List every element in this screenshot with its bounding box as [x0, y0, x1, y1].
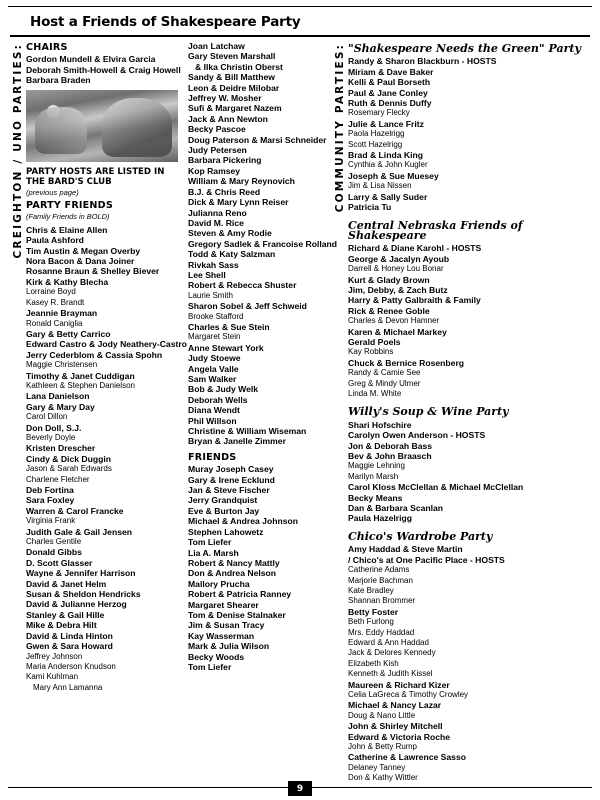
list-item: Carol Kloss McClellan & Michael McClellan [348, 482, 524, 493]
list-item: Jeffrey W. Mosher [188, 93, 262, 104]
list-item: Maggie Christensen [26, 360, 98, 370]
list-item: Joan Latchaw [188, 41, 245, 51]
list-item: Deborah Smith-Howell & Craig Howell [26, 64, 181, 75]
list-item: Scott Hazelrigg [348, 139, 403, 149]
list-item: Gwen & Sara Howard [26, 641, 113, 652]
list-item: Tom Liefer [188, 537, 232, 548]
party-block-shakespeare-needs-the-green [348, 44, 600, 213]
list-item: Karen & Michael Markey [348, 326, 447, 337]
list-item: Susan & Sheldon Hendricks [26, 589, 141, 600]
list-item: Doug & Nano Little [348, 710, 416, 720]
party-block-chicos-wardrobe [348, 529, 600, 784]
list-item: Dick & Mary Lynn Reiser [188, 197, 289, 208]
list-item: Kirk & Kathy Blecha [26, 276, 109, 287]
party-title: Willy's Soup & Wine Party [348, 405, 509, 419]
list-item: Leon & Deidre Milobar [188, 82, 280, 93]
column-left [26, 41, 188, 693]
list-item: Jerry Grandquist [188, 495, 258, 506]
list-item: Maria Anderson Knudson [26, 661, 116, 671]
list-item: Shari Hofschire [348, 419, 412, 430]
list-item: Timothy & Janet Cuddigan [26, 370, 135, 381]
party-title: "Shakespeare Needs the Green" Party [348, 42, 581, 55]
right-section-label-wrap [332, 41, 348, 212]
list-item: Lee Shell [188, 269, 226, 280]
list-item: Jan & Steve Fischer [188, 485, 270, 496]
list-item: Marilyn Marsh [348, 471, 399, 481]
list-item: Judy Stoewe [188, 353, 241, 364]
list-item: Donald Gibbs [26, 547, 82, 558]
list-item: Mary Ann Lamanna [33, 682, 103, 692]
list-item: Brad & Linda King [348, 150, 423, 161]
list-item: Kristen Drescher [26, 443, 96, 454]
friends-list [188, 464, 328, 672]
list-item: Michael & Andrea Johnson [188, 516, 298, 527]
list-item: Cynthia & John Kugler [348, 160, 428, 170]
page-title: Host a Friends of Shakespeare Party [30, 14, 301, 30]
list-item: Edward & Ann Haddad [348, 637, 429, 647]
bards-club-subnote: (previous page) [26, 187, 79, 197]
list-item: Deb Fortina [26, 485, 74, 495]
list-item: Anne Stewart York [188, 342, 264, 353]
list-item: Nora Bacon & Dana Joiner [26, 256, 135, 267]
list-item: & Ilka Christin Oberst [195, 61, 283, 72]
list-item: Joseph & Sue Muesey [348, 170, 439, 181]
list-item: Jim & Susan Tracy [188, 620, 265, 631]
list-item: Tim Austin & Megan Overby [26, 245, 141, 256]
list-item: Catherine Adams [348, 565, 410, 575]
list-item: Jim, Debby, & Zach Butz [348, 284, 448, 295]
list-item: David & Linda Hinton [26, 630, 113, 641]
list-item: Tom & Denise Stalnaker [188, 609, 286, 620]
list-item: Don & Andrea Nelson [188, 568, 277, 579]
party-block-central-nebraska [348, 218, 600, 400]
chairs-heading: CHAIRS [26, 42, 68, 53]
party-title: Central Nebraska Friends of Shakespeare [348, 218, 523, 242]
list-item: Mallory Prucha [188, 578, 250, 589]
list-item: Sufi & Margaret Nazem [188, 103, 282, 114]
list-item: Jason & Sarah Edwards [26, 464, 112, 474]
list-item: Darrell & Honey Lou Bonar [348, 264, 444, 274]
list-item: Don Doll, S.J. [26, 422, 82, 433]
list-item: Maggie Lehning [348, 461, 405, 471]
list-item: Rick & Renee Goble [348, 305, 430, 316]
list-item: David M. Rice [188, 217, 244, 228]
list-item: John & Shirley Mitchell [348, 721, 443, 732]
list-item: Jack & Delores Kennedy [348, 648, 436, 658]
community-parties-label: COMMUNITY PARTIES: [333, 43, 346, 213]
list-item: Bob & Judy Welk [188, 384, 259, 395]
list-item: Margaret Stein [188, 332, 241, 342]
list-item: Sam Walker [188, 374, 237, 384]
list-item: Gary & Mary Day [26, 401, 95, 412]
list-item: Becky Pascoe [188, 124, 246, 135]
list-item: Jack & Ann Newton [188, 113, 268, 124]
list-item: William & Mary Reynovich [188, 176, 295, 187]
list-item: Deborah Wells [188, 394, 248, 405]
list-item: Lia A. Marsh [188, 547, 239, 558]
list-item: Rivkah Sass [188, 259, 239, 270]
list-item: Warren & Carol Francke [26, 505, 124, 516]
list-item: Christine & William Wiseman [188, 426, 307, 437]
list-item: Kop Ramsey [188, 165, 241, 176]
list-item: Tom Liefer [188, 661, 232, 672]
list-item: Wayne & Jennifer Harrison [26, 568, 136, 579]
list-item: Doug Paterson & Marsi Schneider [188, 134, 327, 145]
list-item: David & Janet Helm [26, 578, 107, 589]
list-item: Catherine & Lawrence Sasso [348, 752, 466, 763]
list-item: Edward & Victoria Roche [348, 731, 451, 742]
list-item: Sara Foxley [26, 495, 75, 506]
list-item: Cindy & Dick Duggin [26, 453, 111, 464]
list-item: Jeffrey Johnson [26, 651, 83, 661]
list-item: Robert & Patricia Ranney [188, 589, 292, 600]
list-item: Jon & Deborah Bass [348, 440, 433, 451]
spacer [188, 447, 328, 451]
page-number: 9 [288, 781, 312, 796]
list-item: Linda M. White [348, 389, 402, 398]
list-item: Muray Joseph Casey [188, 464, 274, 475]
list-item: Randy & Sharon Blackburn - HOSTS [348, 56, 497, 67]
list-item: Charles & Sue Stein [188, 321, 270, 332]
list-item: Mrs. Eddy Haddad [348, 627, 415, 637]
list-item: Elizabeth Kish [348, 658, 399, 668]
list-item: Mark & Julia Wilson [188, 641, 270, 652]
friends-heading: FRIENDS [188, 451, 237, 463]
list-item: George & Jacalyn Ayoub [348, 253, 450, 264]
list-item: Maureen & Richard Kizer [348, 679, 450, 690]
list-item: Kay Robbins [348, 347, 394, 357]
list-item: Amy Haddad & Steve Martin [348, 544, 463, 555]
list-item: Celia LaGreca & Timothy Crowley [348, 689, 469, 699]
list-item: Miriam & Dave Baker [348, 66, 434, 77]
content-columns [10, 41, 590, 784]
party-friends-heading: PARTY FRIENDS [26, 200, 113, 212]
list-item: Kate Bradley [348, 585, 394, 595]
list-item: Harry & Patty Galbraith & Family [348, 295, 481, 306]
list-item: Brooke Stafford [188, 311, 244, 321]
list-item: Angela Valle [188, 363, 239, 374]
list-item: Todd & Katy Salzman [188, 249, 276, 260]
list-item: Jerry Cederblom & Cassia Spohn [26, 349, 163, 360]
list-item: Paula Hazelrigg [348, 513, 412, 524]
list-item: Kami Kuhlman [26, 672, 79, 682]
list-item: Julie & Lance Fritz [348, 118, 424, 129]
list-item: Phil Willson [188, 415, 237, 426]
chairs-list [26, 54, 184, 85]
list-item: Gary & Betty Carrico [26, 328, 111, 339]
list-item: Robert & Nancy Mattly [188, 557, 280, 568]
party-block-willys-soup-and-wine [348, 407, 600, 523]
list-item: Jim & Lisa Nissen [348, 181, 412, 191]
list-item: Margaret Shearer [188, 599, 259, 610]
list-item: Greg & Mindy Ulmer [348, 378, 421, 388]
list-item: Judith Gale & Gail Jensen [26, 526, 133, 537]
party-friends-list [26, 224, 187, 693]
list-item: Judy Petersen [188, 145, 247, 156]
list-item: Kelli & Paul Borseth [348, 77, 431, 88]
list-item: Sharon Sobel & Jeff Schweid [188, 301, 307, 312]
list-item: D. Scott Glasser [26, 557, 93, 568]
list-item: Rosemary Flecky [348, 108, 410, 118]
list-item: Dan & Barbara Scanlan [348, 503, 444, 514]
list-item: Bev & John Braasch [348, 451, 432, 462]
party-friends-note: (Family Friends in BOLD) [26, 212, 110, 222]
list-item: Jeannie Brayman [26, 308, 98, 319]
list-item: Gerald Poels [348, 336, 401, 347]
party-title: Chico's Wardrobe Party [348, 529, 493, 543]
list-item: Kenneth & Judith Kissel [348, 669, 433, 679]
list-item: Becky Means [348, 492, 403, 503]
list-item: Charles & Devon Hamner [348, 316, 440, 326]
list-item: Patricia Tu [348, 202, 392, 213]
list-item: Kurt & Glady Brown [348, 274, 430, 285]
list-item: Julianna Reno [188, 207, 247, 218]
list-item: Gary Steven Marshall [188, 51, 276, 62]
list-item: Charlene Fletcher [26, 474, 90, 484]
list-item: Stephen Lahowetz [188, 526, 264, 537]
title-divider [10, 35, 590, 37]
list-item: Delaney Tanney [348, 762, 406, 772]
list-item: Carolyn Owen Anderson - HOSTS [348, 430, 486, 441]
list-item: Beth Furlong [348, 617, 394, 627]
list-item: Eve & Burton Jay [188, 505, 260, 516]
left-section-label-wrap [10, 41, 26, 258]
list-item: Chris & Elaine Allen [26, 224, 108, 235]
list-item: Marjorie Bachman [348, 575, 413, 585]
party-photo [26, 90, 178, 162]
list-item: Kay Wasserman [188, 630, 255, 641]
list-item: Lorraine Boyd [26, 287, 76, 297]
list-item: Gregory Sadlek & Francoise Rolland [188, 238, 338, 249]
middle-names-list [188, 41, 338, 447]
list-item: Carol Dillon [26, 412, 68, 422]
list-item: Gordon Mundell & Elvira Garcia [26, 54, 156, 65]
list-item: Becky Woods [188, 651, 245, 662]
creighton-uno-parties-label: CREIGHTON / UNO PARTIES: [11, 43, 24, 259]
list-item: Paul & Jane Conley [348, 87, 428, 98]
list-item: David & Julianne Herzog [26, 599, 127, 610]
list-item: Chuck & Bernice Rosenberg [348, 357, 465, 368]
list-item: Shannan Brommer [348, 596, 416, 606]
column-right [348, 41, 600, 784]
list-item: Barbara Pickering [188, 155, 262, 166]
list-item: Barbara Braden [26, 75, 91, 86]
list-item: Robert & Rebecca Shuster [188, 280, 297, 291]
bards-club-note: PARTY HOSTS ARE LISTED IN THE BARD'S CLUB [26, 166, 165, 188]
list-item: Charles Gentile [26, 537, 82, 547]
list-item: Kasey R. Brandt [26, 297, 85, 307]
page-rule-top [8, 6, 592, 7]
list-item: Larry & Sally Suder [348, 191, 428, 202]
list-item: Ronald Caniglia [26, 318, 83, 328]
list-item: Sandy & Bill Matthew [188, 72, 275, 83]
list-item: Steven & Amy Rodie [188, 228, 272, 239]
list-item: Bryan & Janelle Zimmer [188, 436, 286, 447]
list-item: Paula Ashford [26, 235, 84, 246]
list-item: / Chico's at One Pacific Place - HOSTS [348, 554, 505, 565]
list-item: Betty Foster [348, 606, 399, 617]
list-item: Kathleen & Stephen Danielson [26, 380, 135, 390]
list-item: Beverly Doyle [26, 432, 76, 442]
list-item: Michael & Nancy Lazar [348, 700, 442, 711]
list-item: Don & Kathy Wittler [348, 773, 418, 783]
column-middle [188, 41, 338, 672]
list-item: Edward Castro & Jody Neathery-Castro [26, 339, 187, 350]
list-item: John & Betty Rump [348, 742, 417, 751]
list-item: Paola Hazelrigg [348, 129, 405, 139]
list-item: Laurie Smith [188, 290, 233, 300]
list-item: Stanley & Gail Hille [26, 609, 105, 620]
list-item: Rosanne Braun & Shelley Biever [26, 266, 160, 277]
list-item: Diana Wendt [188, 405, 240, 416]
list-item: Gary & Irene Ecklund [188, 474, 275, 485]
list-item: Randy & Camie See [348, 368, 421, 378]
list-item: B.J. & Chris Reed [188, 186, 261, 197]
list-item: Mike & Debra Hilt [26, 620, 97, 631]
list-item: Richard & Diane Karohl - HOSTS [348, 243, 482, 254]
list-item: Lana Danielson [26, 391, 90, 402]
list-item: Ruth & Dennis Duffy [348, 98, 432, 109]
list-item: Virginia Frank [26, 516, 76, 526]
